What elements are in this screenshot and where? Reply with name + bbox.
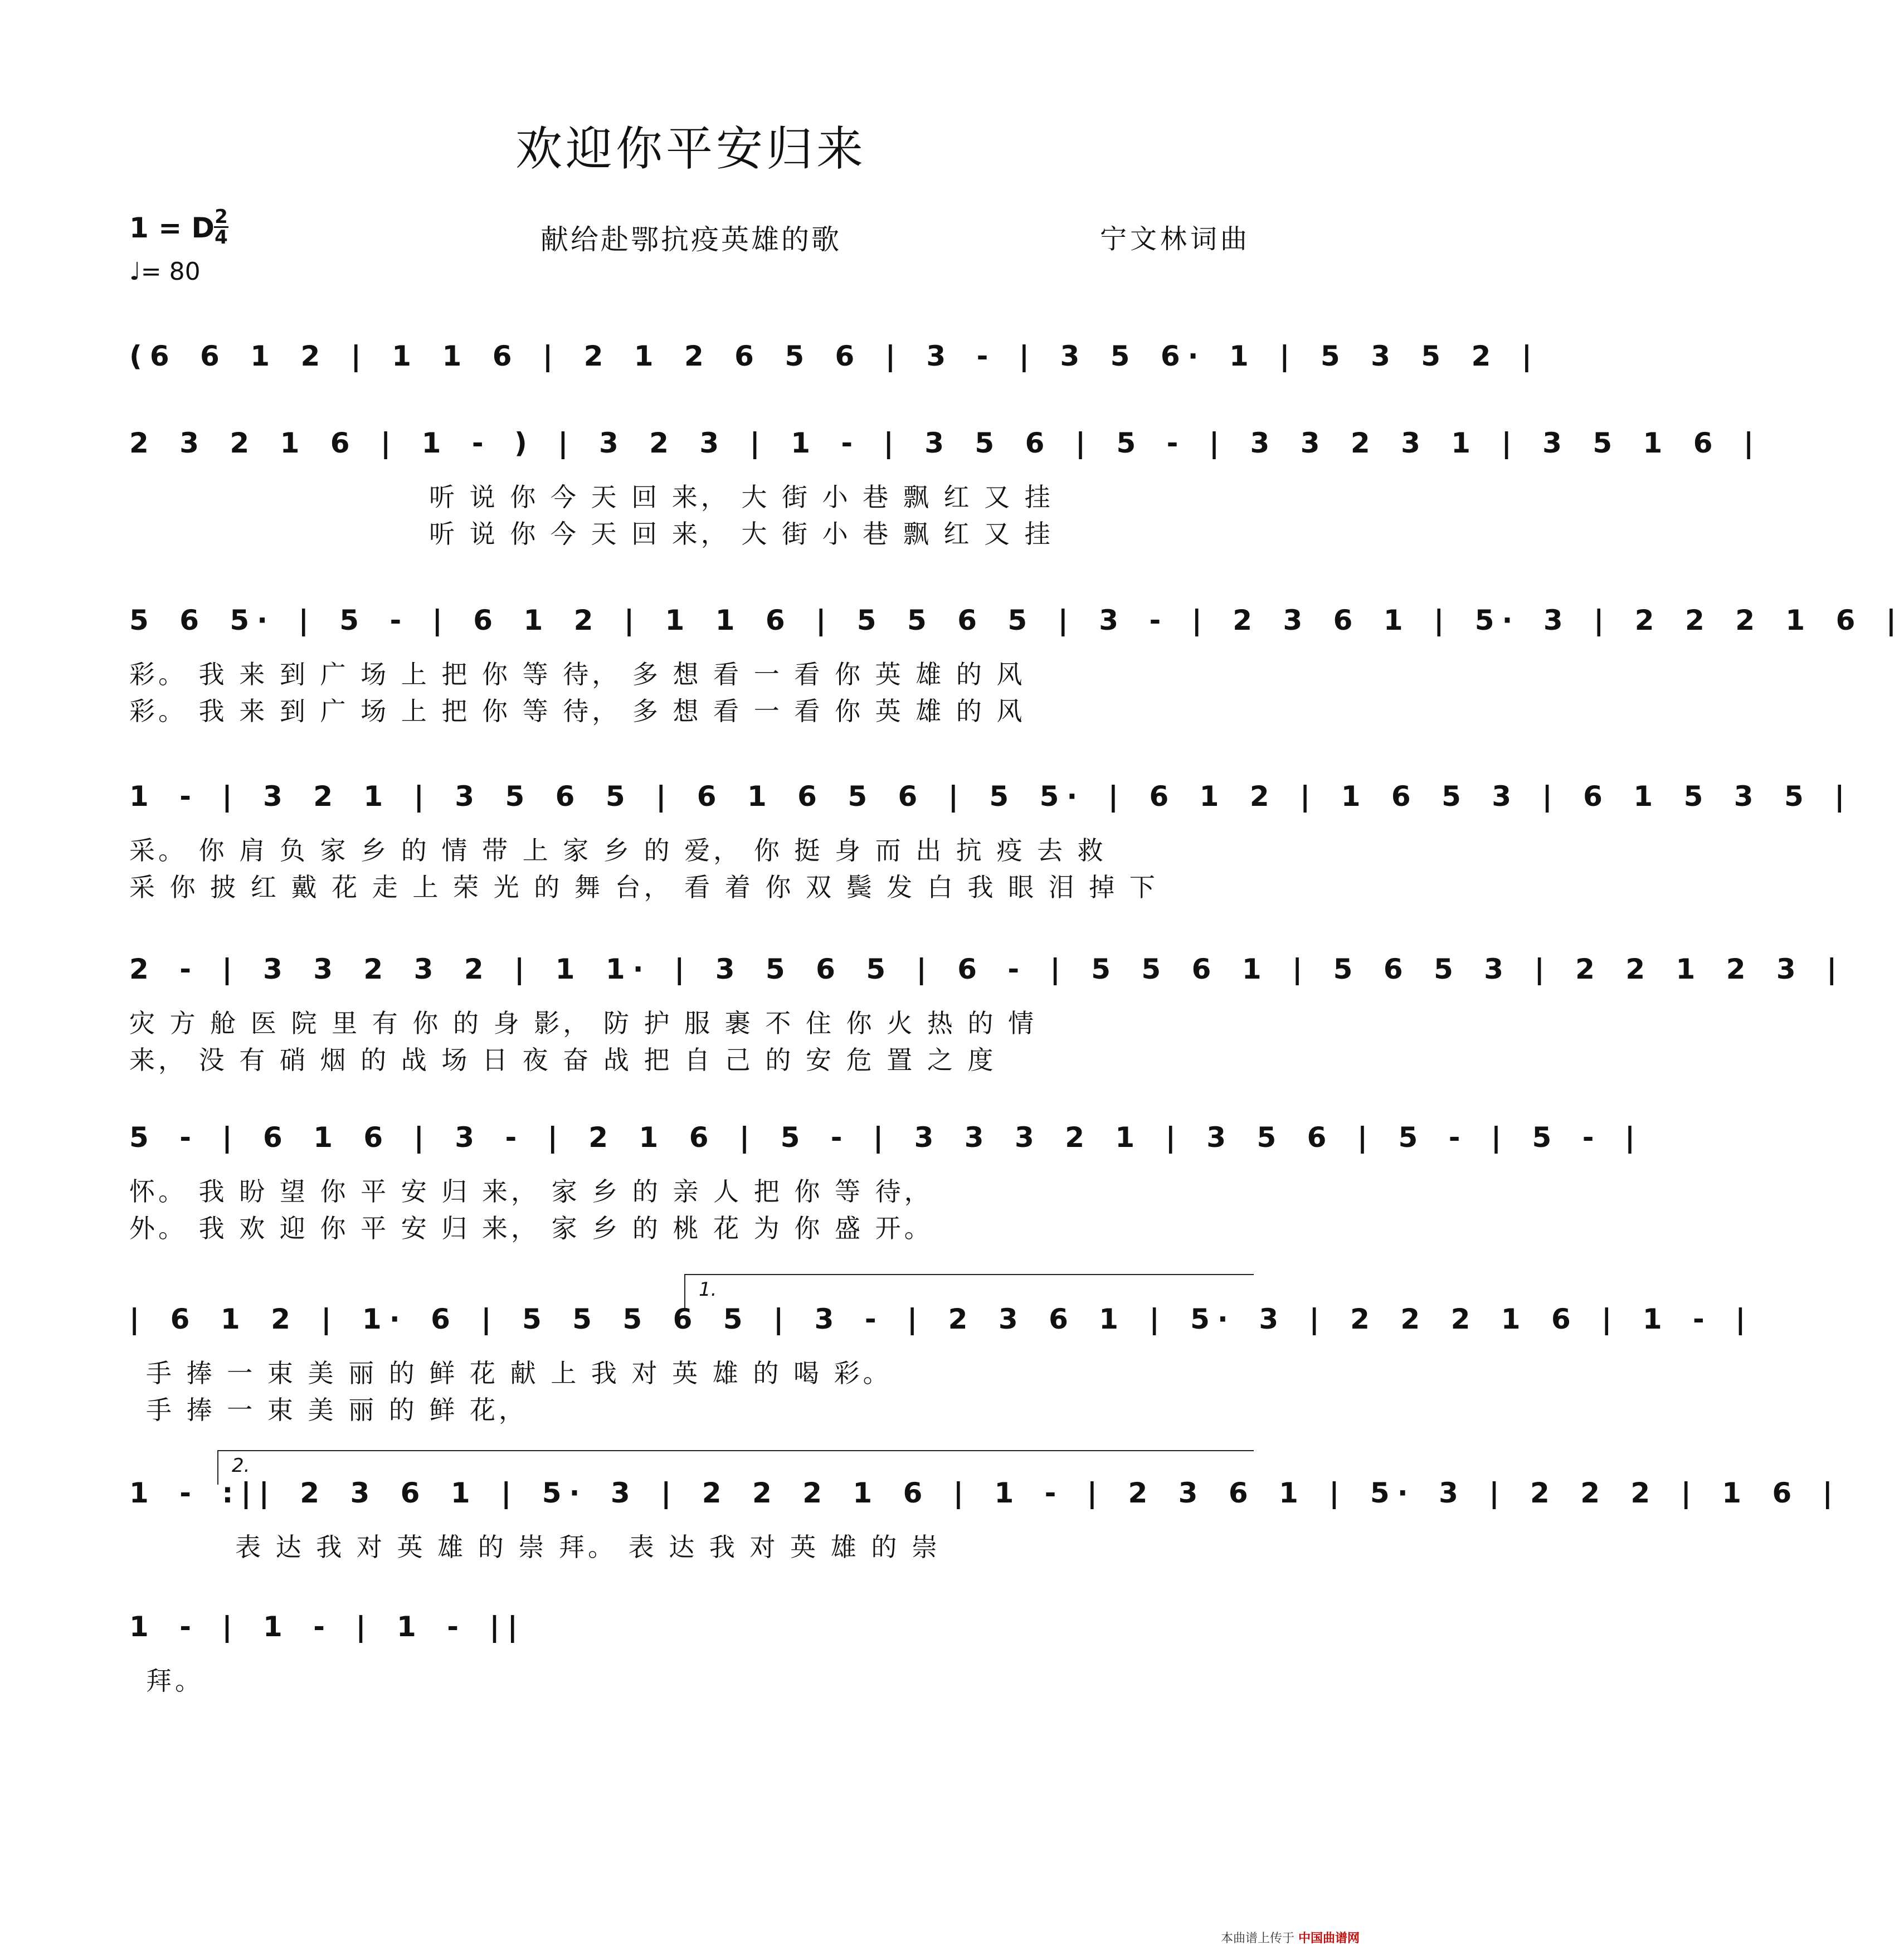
notation-line: | 6 1 2 | 1· 6 | 5 5 5 6 5 | 3 - | 2 3 6 1 | 5· 3 | 2 2 2 1 6 | 1 - | [129,1303,1754,1335]
upload-footer [1221,1929,1360,1946]
subtitle: 献给赴鄂抗疫英雄的歌 [540,223,841,256]
score-system [129,1303,1754,1437]
notation-line: 5 - | 6 1 6 | 3 - | 2 1 6 | 5 - | 3 3 3 2 1 | 3 5 6 | 5 - | 5 - | [129,1121,1643,1154]
notation-line: 5 6 5· | 5 - | 6 1 2 | 1 1 6 | 5 5 6 5 | 3 - | 2 3 6 1 | 5· 3 | 2 2 2 1 6 | [129,604,1904,636]
upload-note: 本曲谱上传于 [1220,1932,1294,1946]
notation-line: 2 3 2 1 6 | 1 - ) | 3 2 3 | 1 - | 3 5 6 | 5 - | 3 3 2 3 1 | 3 5 1 6 | [129,427,1762,459]
lyric-verse-1: 怀。 我 盼 望 你 平 安 归 来， 家 乡 的 亲 人 把 你 等 待， [129,1176,933,1207]
tempo-marking: ♩= 80 [129,257,201,286]
key-signature: 1 = D [129,212,215,244]
lyric-verse-1: 彩。 我 来 到 广 场 上 把 你 等 待， 多 想 看 一 看 你 英 雄 的 风 [129,659,1026,689]
lyric-verse-2: 听 说 你 今 天 回 来， 大 街 小 巷 飘 红 又 挂 [429,519,1054,549]
notation-line: (6 6 1 2 | 1 1 6 | 2 1 2 6 5 6 | 3 - | 3 5 6· 1 | 5 3 5 2 | [129,340,1540,372]
site-logo-text: 中国曲谱网 [1298,1932,1360,1946]
time-sig-bottom: 4 [215,226,228,249]
song-title: 欢迎你平安归来 [515,121,866,176]
lyric-verse-2: 手 捧 一 束 美 丽 的 鲜 花， [146,1395,528,1425]
score-system [129,953,1845,1087]
time-sig-top: 2 [215,206,228,228]
lyric-verse-1: 采。 你 肩 负 家 乡 的 情 带 上 家 乡 的 爱， 你 挺 身 而 出 抗 疫 去 救 [129,835,1107,865]
lyric-verse-1: 听 说 你 今 天 回 来， 大 街 小 巷 飘 红 又 挂 [429,482,1054,512]
notation-line: 1 - | 3 2 1 | 3 5 6 5 | 6 1 6 5 6 | 5 5· | 6 1 2 | 1 6 5 3 | 6 1 5 3 5 | [129,780,1853,813]
score-system [129,604,1904,738]
notation-line: 1 - :|| 2 3 6 1 | 5· 3 | 2 2 2 1 6 | 1 - | 2 3 6 1 | 5· 3 | 2 2 2 | 1 6 | [129,1477,1840,1509]
notation-line: 2 - | 3 3 2 3 2 | 1 1· | 3 5 6 5 | 6 - | 5 5 6 1 | 5 6 5 3 | 2 2 1 2 3 | [129,953,1845,985]
lyric-verse-2: 外。 我 欢 迎 你 平 安 归 来， 家 乡 的 桃 花 为 你 盛 开。 [129,1213,933,1243]
score-system [129,1477,1840,1566]
score-system [129,427,1762,561]
composer-credit: 宁文林词曲 [1099,223,1250,255]
volta-number: 1. [699,1278,717,1301]
score-system [129,1121,1643,1255]
lyric-verse-2: 彩。 我 来 到 广 场 上 把 你 等 待， 多 想 看 一 看 你 英 雄 的 风 [129,696,1026,726]
lyric-verse-1: 手 捧 一 束 美 丽 的 鲜 花 献 上 我 对 英 雄 的 喝 彩。 [146,1358,892,1388]
lyric-verse-2: 采 你 披 红 戴 花 走 上 荣 光 的 舞 台， 看 着 你 双 鬓 发 白 我 眼 泪 掉 下 [129,872,1158,902]
lyric-verse-1: 灾 方 舱 医 院 里 有 你 的 身 影， 防 护 服 裹 不 住 你 火 热 的 情 [129,1008,1038,1038]
notation-line: 1 - | 1 - | 1 - || [129,1611,525,1643]
score-system [129,1611,1254,1700]
lyric-verse-1: 表 达 我 对 英 雄 的 崇 拜。 表 达 我 对 英 雄 的 崇 [235,1532,941,1562]
score-system [129,780,1853,914]
volta-number: 2. [232,1455,250,1477]
lyric-verse-2: 来， 没 有 硝 烟 的 战 场 日 夜 奋 战 把 自 己 的 安 危 置 之 度 [129,1045,997,1075]
lyric-verse-1: 拜。 [146,1666,204,1696]
